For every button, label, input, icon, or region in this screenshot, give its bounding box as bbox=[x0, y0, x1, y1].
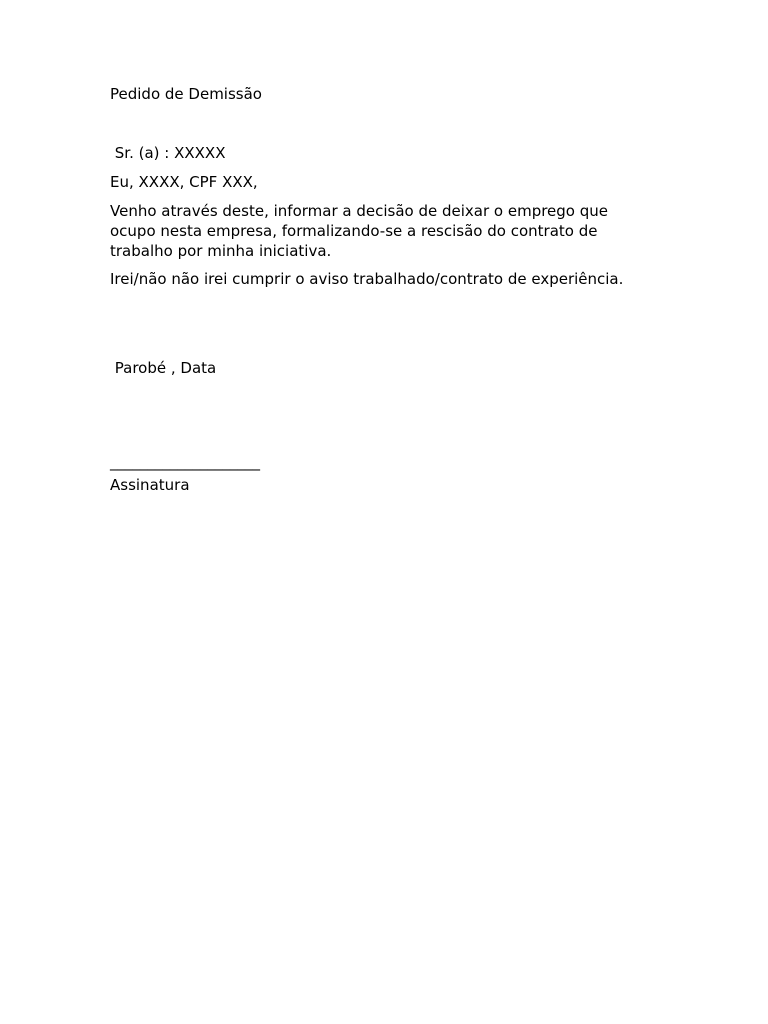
salutation: Sr. (a) : XXXXX bbox=[110, 144, 226, 162]
body-line: trabalho por minha iniciativa. bbox=[110, 242, 332, 260]
identification: Eu, XXXX, CPF XXX, bbox=[110, 173, 258, 191]
body-line: ocupo nesta empresa, formalizando-se a rescisão do contrato de bbox=[110, 222, 598, 240]
document-title: Pedido de Demissão bbox=[110, 85, 262, 103]
signature-label: Assinatura bbox=[110, 476, 190, 494]
body-paragraph bbox=[110, 201, 650, 261]
signature-line: ____________________ bbox=[110, 453, 260, 471]
place-date: Parobé , Data bbox=[110, 359, 217, 377]
body-line: Venho através deste, informar a decisão de deixar o emprego que bbox=[110, 202, 609, 220]
notice-paragraph: Irei/não não irei cumprir o aviso trabalhado/contrato de experiência. bbox=[110, 270, 624, 288]
